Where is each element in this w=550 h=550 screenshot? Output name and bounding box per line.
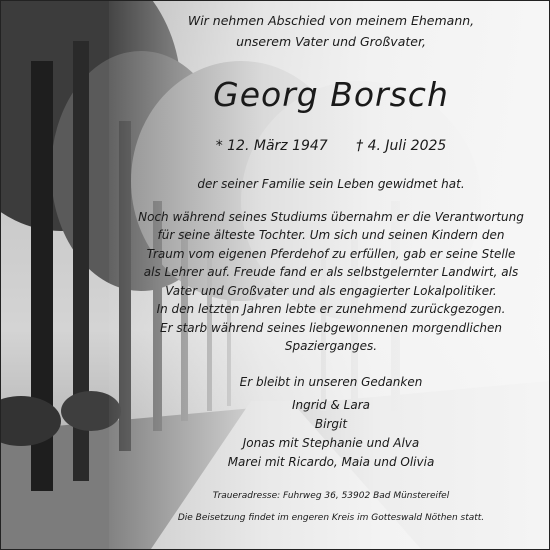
funeral-note: Die Beisetzung findet im engeren Kreis im Gotteswald Nöthen statt. — [177, 513, 485, 523]
biography-line: Noch während seines Studiums übernahm er die Verantwortung — [138, 210, 524, 224]
family-line: Jonas mit Stephanie und Alva — [242, 436, 420, 450]
intro-line: unserem Vater und Großvater, — [236, 34, 426, 49]
mourning-address: Traueradresse: Fuhrweg 36, 53902 Bad Münstereifel — [212, 491, 450, 501]
deceased-name: Georg Borsch — [213, 75, 449, 114]
biography-line: Spazierganges. — [284, 339, 378, 353]
biography-line: Traum vom eigenen Pferdehof zu erfüllen, gab er seine Stelle — [146, 247, 516, 261]
dedication-line: der seiner Familie sein Leben gewidmet hat. — [197, 177, 465, 191]
family-line: Birgit — [314, 417, 348, 431]
death-date: † 4. Juli 2025 — [356, 138, 447, 154]
biography-line: für seine älteste Tochter. Um sich und seinen Kindern den — [157, 228, 505, 242]
biography-line: Er starb während seines liebgewonnenen morgendlichen — [159, 321, 503, 335]
biography-line: In den letzten Jahren lebte er zunehmend zurückgezogen. — [156, 302, 506, 316]
family-line: Marei mit Ricardo, Maia und Olivia — [227, 455, 435, 469]
biography-line: als Lehrer auf. Freude fand er als selbstgelernter Landwirt, als — [143, 265, 519, 279]
biography-line: Vater und Großvater und als engagierter Lokalpolitiker. — [165, 284, 497, 298]
remembrance-line: Er bleibt in unseren Gedanken — [239, 375, 423, 389]
life-dates — [121, 138, 541, 154]
intro-line: Wir nehmen Abschied von meinem Ehemann, — [187, 13, 475, 28]
birth-date: * 12. März 1947 — [215, 138, 328, 154]
family-line: Ingrid & Lara — [292, 398, 370, 412]
obituary-text — [121, 1, 541, 549]
